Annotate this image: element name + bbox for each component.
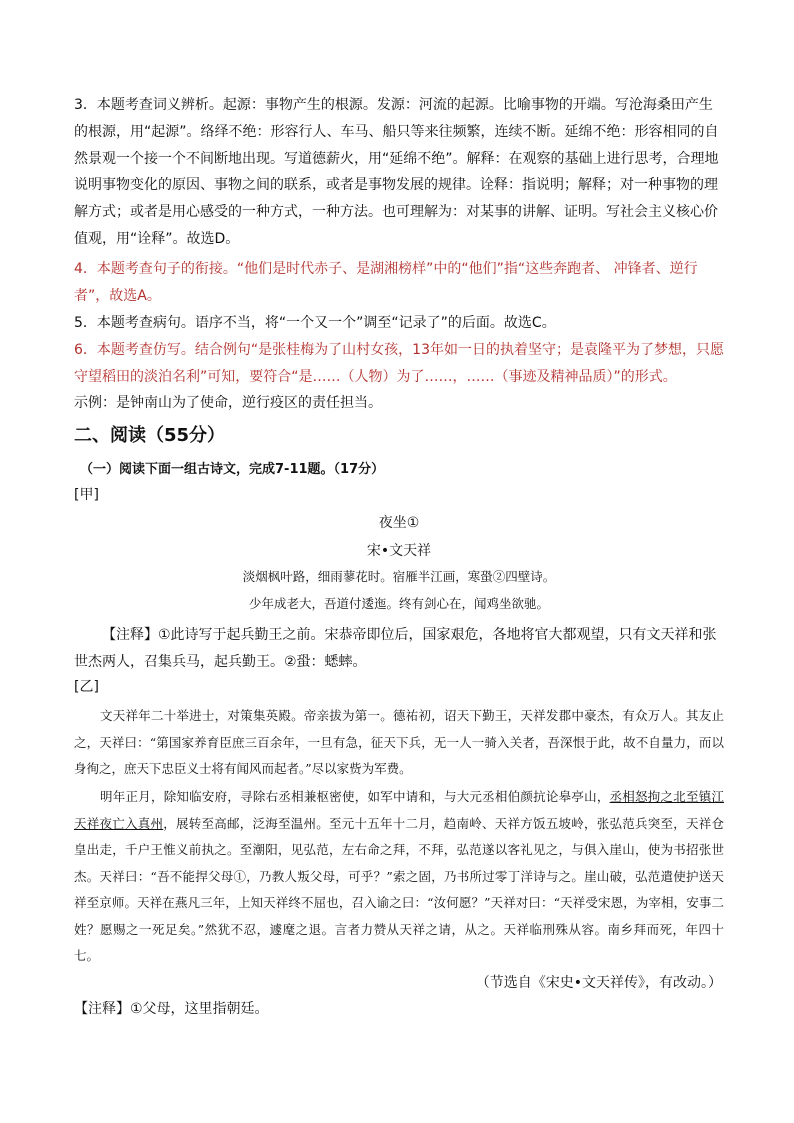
answer-6-example: 示例：是钟南山为了使命，逆行疫区的责任担当。 xyxy=(74,395,382,411)
section-subtitle: （一）阅读下面一组古诗文，完成7-11题。（17分） xyxy=(80,462,385,477)
prose-paragraph-2-start: 明年正月，除知临安府，寻除右丞相兼枢密使，如军中请和，与大元丞相伯颜抗论皋亭山， xyxy=(100,789,610,804)
answer-5: 5．本题考查病句。语序不当，将“一个又一个”调至“记录了”的后面。故选C。 xyxy=(74,315,556,331)
answer-4: 4．本题考查句子的衔接。“他们是时代赤子、是湖湘榜样”中的“他们”指“这些奔跑者、 冲锋者、逆行者”，故选A。 xyxy=(74,261,698,304)
section-title: 二、阅读（55分） xyxy=(74,425,226,446)
prose-note: 【注释】①父母，这里指朝廷。 xyxy=(74,1001,269,1017)
part-yi-tag: [乙] xyxy=(74,679,99,695)
prose-paragraph-2 xyxy=(74,784,724,970)
poem-author: 宋•文天祥 xyxy=(366,543,432,559)
answer-6: 6．本题考查仿写。结合例句“是张桂梅为了山村女孩，13年如一日的执着坚守；是袁隆平为了梦想，只愿守望稻田的淡泊名利”可知，要符合“是……（人物）为了……，……（事迹及精神品质）”的形式。 xyxy=(74,342,724,385)
poem-title: 夜坐① xyxy=(378,515,420,531)
source-citation: （节选自《宋史•文天祥传》，有改动。） xyxy=(475,975,722,991)
poem-note: 【注释】①此诗写于起兵勤王之前。宋恭帝即位后，国家艰危，各地将官大都观望，只有文天祥和张世杰两人，召集兵马，起兵勤王。②蛩：蟋蟀。 xyxy=(74,627,717,670)
underlined-sentence: 丞相怒拘之北至镇江天祥夜亡入真州 xyxy=(74,789,724,831)
prose-paragraph-2-rest: ，展转至高邮，泛海至温州。至元十五年十二月，趋南岭、天祥方饭五坡岭，张弘范兵突至，天祥仓皇出走，千户王惟义前执之。至潮阳，见弘范，左右命之拜，不拜，弘范遂以客礼见之，与俱入崖山，使为书招张世杰。天祥曰：“吾不能捍父母①，乃教人叛父母，可乎？”索之固，乃书所过零丁洋诗与之。崖山破，弘范遣使护送天祥至京师。天祥在燕凡三年，上知天祥终不屈也，召入谕之曰：“汝何愿？”天祥对曰：“天祥受宋恩，为宰相，安事二姓？愿赐之一死足矣。”然犹不忍，遽麾之退。言者力赞从天祥之请，从之。天祥临刑殊从容。南乡拜而死，年四十七。 xyxy=(74,815,724,963)
poem-line-1: 淡烟枫叶路，细雨蓼花时。宿雁半江画，寒蛩②四壁诗。 xyxy=(242,569,556,584)
prose-paragraph-1: 文天祥年二十举进士，对策集英殿。帝亲拔为第一。德祐初，诏天下勤王，天祥发郡中豪杰，有众万人。其友止之，天祥曰：“第国家养育臣庶三百余年，一旦有急，征天下兵，无一人一骑入关者，吾深恨于此，故不自量力，而以身徇之，庶天下忠臣义士将有闻风而起者。”尽以家赀为军费。 xyxy=(74,708,724,776)
poem-line-2: 少年成老大，吾道付逶迤。终有剑心在，闻鸡坐欲驰。 xyxy=(248,596,549,611)
answer-3: 3．本题考查词义辨析。起源：事物产生的根源。发源：河流的起源。比喻事物的开端。写沧海桑田产生的根源，用“起源”。络绎不绝：形容行人、车马、船只等来往频繁，连续不断。延绵不绝：形容相同的自然景观一个接一个不间断地出现。写道德薪火，用“延绵不绝”。解释：在观察的基础上进行思考，合理地说明事物变化的原因、事物之间的联系，或者是事物发展的规律。诠释：指说明；解释；对一种事物的理解方式；或者是用心感受的一种方式，一种方法。也可理解为：对某事的讲解、证明。写社会主义核心价值观，用“诠释”。故选D。 xyxy=(74,97,719,247)
part-jia-tag: [甲] xyxy=(74,487,99,503)
